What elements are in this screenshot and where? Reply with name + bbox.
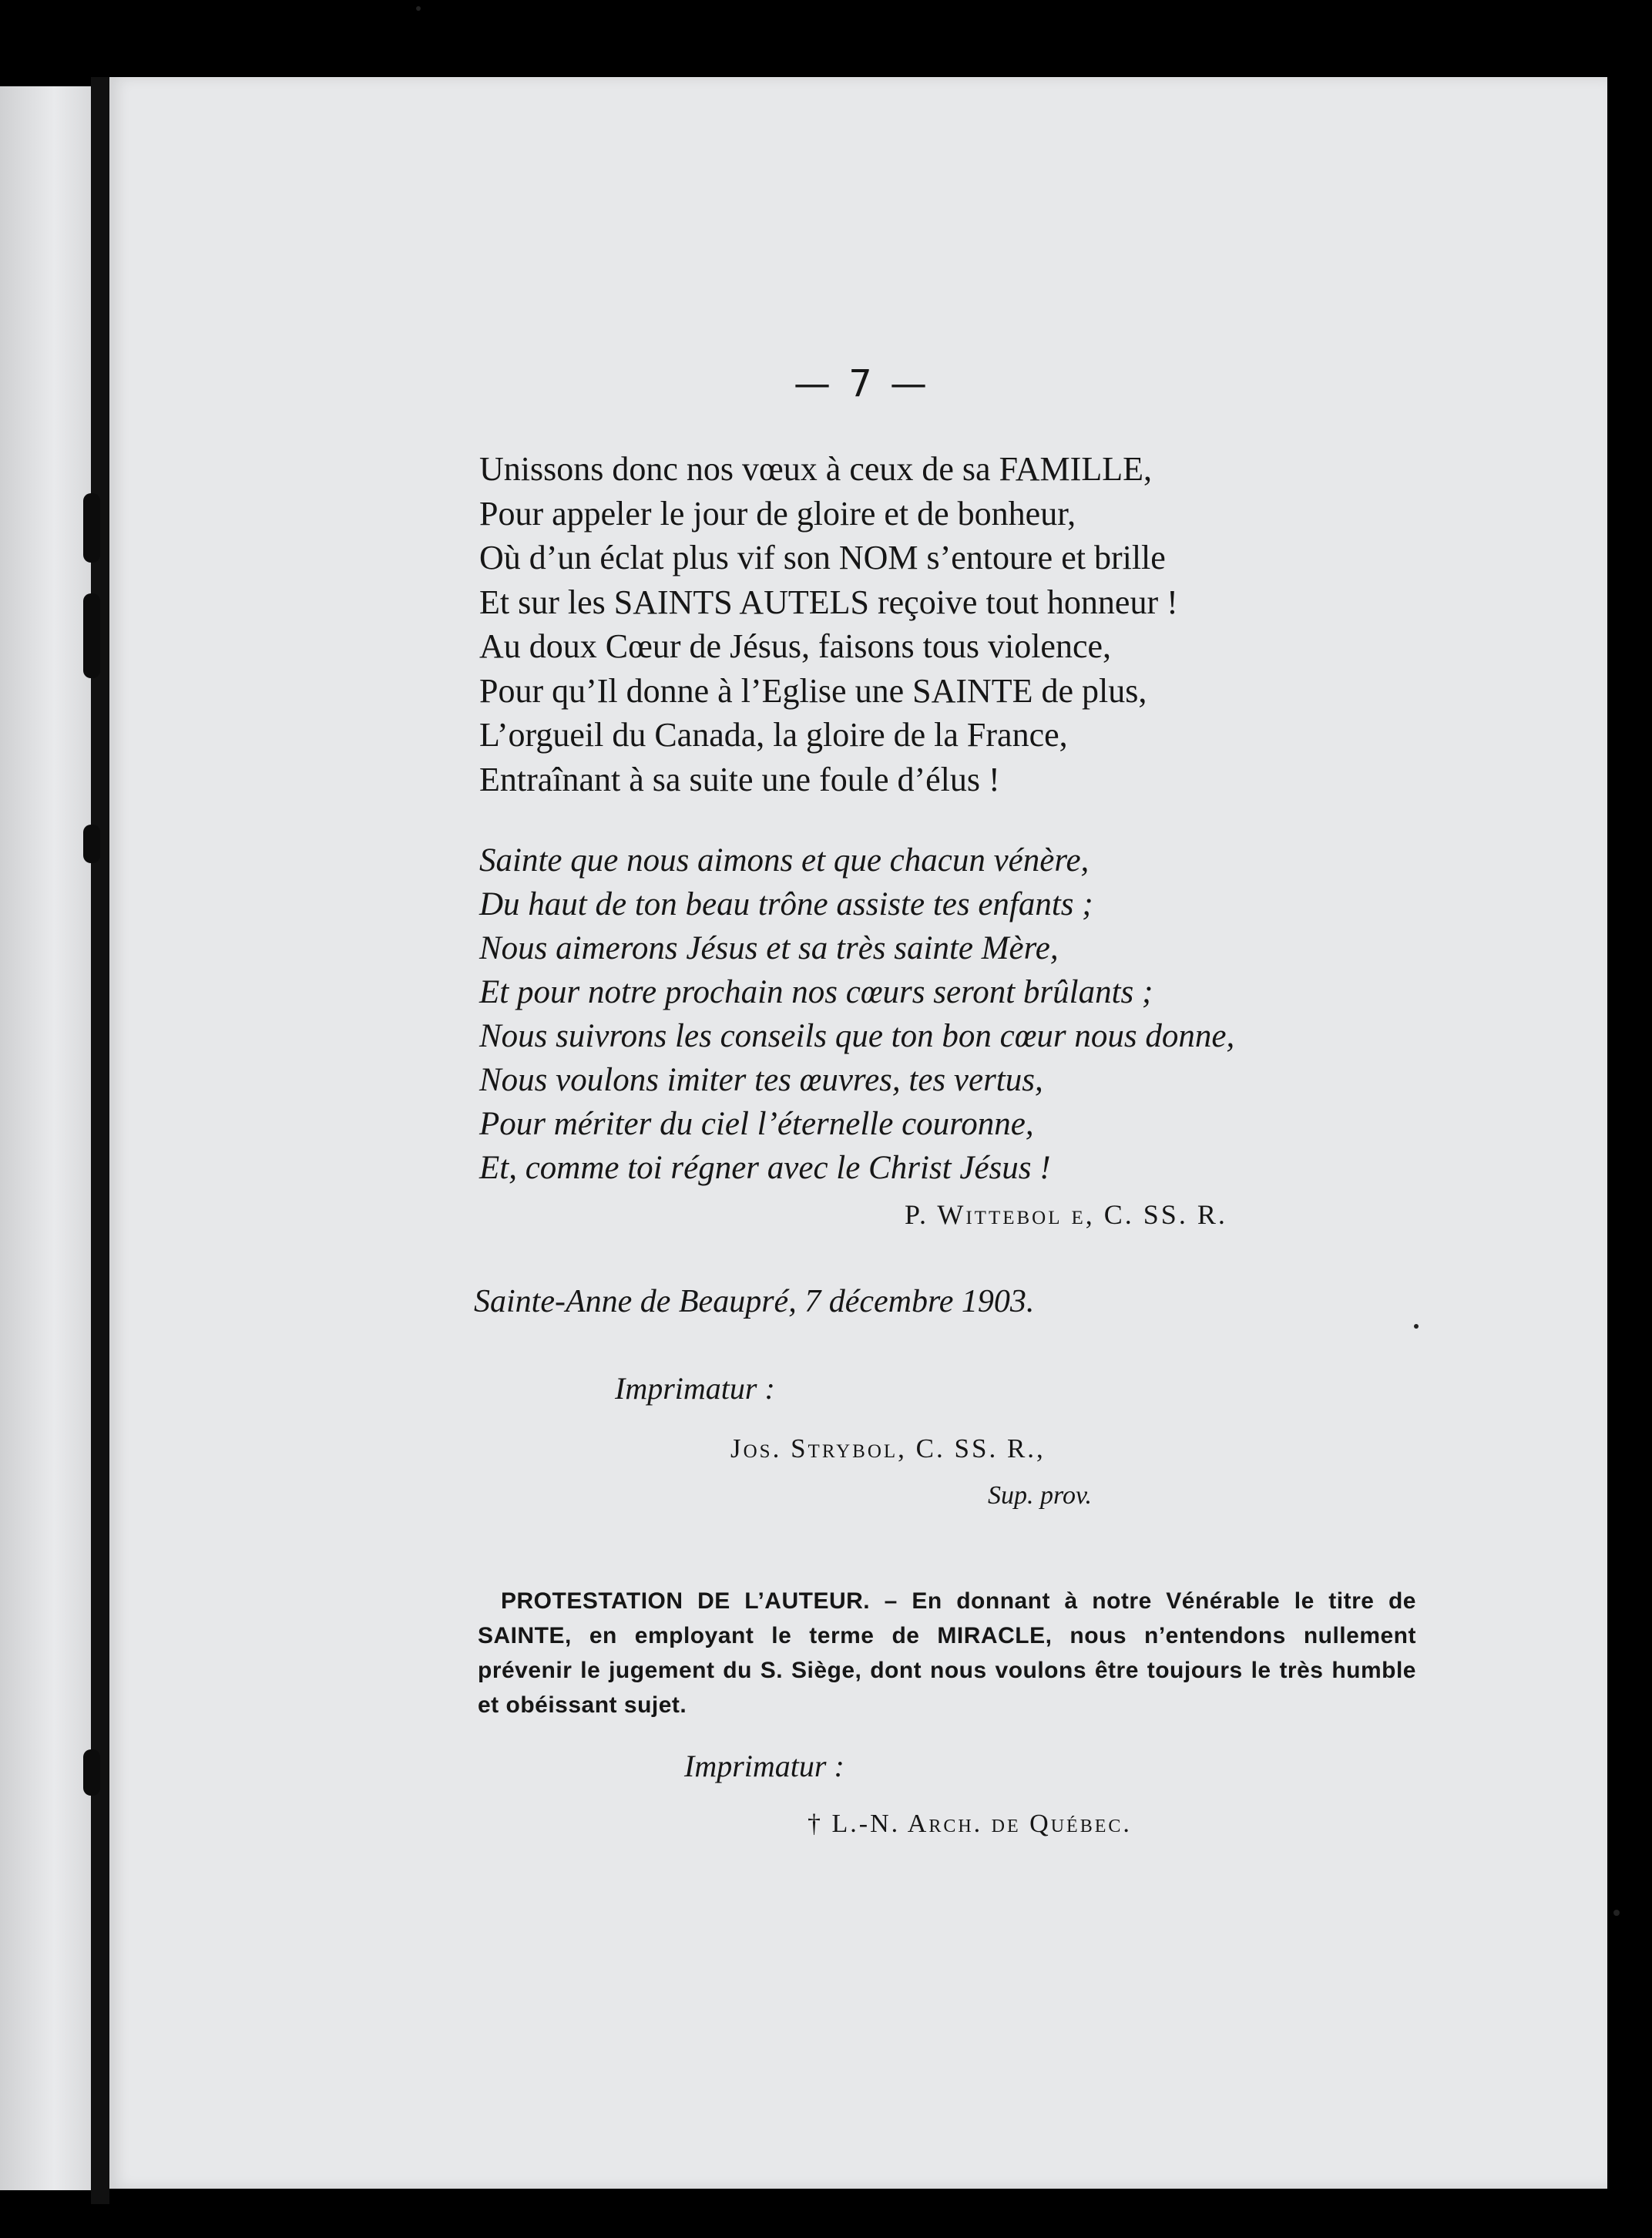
poem-line: Pour qu’Il donne à l’Eglise une SAINTE de plus, — [479, 671, 1147, 710]
scan-speck — [1613, 1910, 1620, 1916]
poem-line: Et, comme toi régner avec le Christ Jésus ! — [479, 1150, 1051, 1186]
poem-line: Et sur les SAINTS AUTELS reçoive tout honneur ! — [479, 583, 1178, 621]
poem-line: Et pour notre prochain nos cœurs seront brûlants ; — [479, 974, 1153, 1010]
facing-page-edge — [0, 86, 91, 2190]
imprimatur-heading: Imprimatur : — [684, 1749, 844, 1783]
poem-line: Unissons donc nos vœux à ceux de sa FAMILLE, — [479, 450, 1152, 488]
binding-mark — [83, 593, 100, 678]
poem-line: Nous aimerons Jésus et sa très sainte Mère, — [479, 930, 1059, 966]
author-signature: P. Wittebol e, C. SS. R. — [905, 1199, 1227, 1230]
poem-line: Pour mériter du ciel l’éternelle couronne, — [479, 1106, 1034, 1142]
superior-title: Sup. prov. — [988, 1481, 1093, 1510]
poem-stanza-1 — [479, 447, 1178, 801]
imprimatur-heading: Imprimatur : — [615, 1371, 775, 1406]
poem-line: Nous suivrons les conseils que ton bon cœur nous donne, — [479, 1018, 1235, 1054]
author-protestation: PROTESTATION DE L’AUTEUR. – En donnant à notre Vénérable le titre de SAINTE, en employant le terme de MIRACLE, nous n’entendons nullement prévenir le jugement du S. Siège, dont nous voulons être toujours le très humble et obéissant sujet. — [478, 1588, 1416, 1718]
page-number: — 7 — — [794, 362, 931, 405]
page-gutter — [91, 77, 109, 2204]
archbishop-signature: † L.-N. Arch. de Québec. — [808, 1810, 1132, 1838]
binding-mark — [83, 825, 100, 863]
poem-stanza-2 — [479, 838, 1234, 1190]
binding-mark — [83, 1749, 100, 1796]
scan-speck — [416, 6, 421, 11]
poem-line: Au doux Cœur de Jésus, faisons tous violence, — [479, 627, 1112, 665]
dateline: Sainte-Anne de Beaupré, 7 décembre 1903. — [474, 1284, 1035, 1319]
scan-speck — [1414, 1324, 1419, 1329]
poem-line: Nous voulons imiter tes œuvres, tes vertus, — [479, 1062, 1043, 1098]
binding-mark — [83, 493, 100, 563]
poem-line: L’orgueil du Canada, la gloire de la France, — [479, 716, 1068, 754]
superior-signature: Jos. Strybol, C. SS. R., — [730, 1433, 1046, 1463]
poem-line: Où d’un éclat plus vif son NOM s’entoure et brille — [479, 539, 1166, 576]
poem-line: Du haut de ton beau trône assiste tes enfants ; — [479, 886, 1093, 922]
poem-line: Sainte que nous aimons et que chacun vénère, — [479, 842, 1090, 879]
poem-line: Pour appeler le jour de gloire et de bonheur, — [479, 494, 1076, 533]
poem-line: Entraînant à sa suite une foule d’élus ! — [479, 760, 1000, 798]
